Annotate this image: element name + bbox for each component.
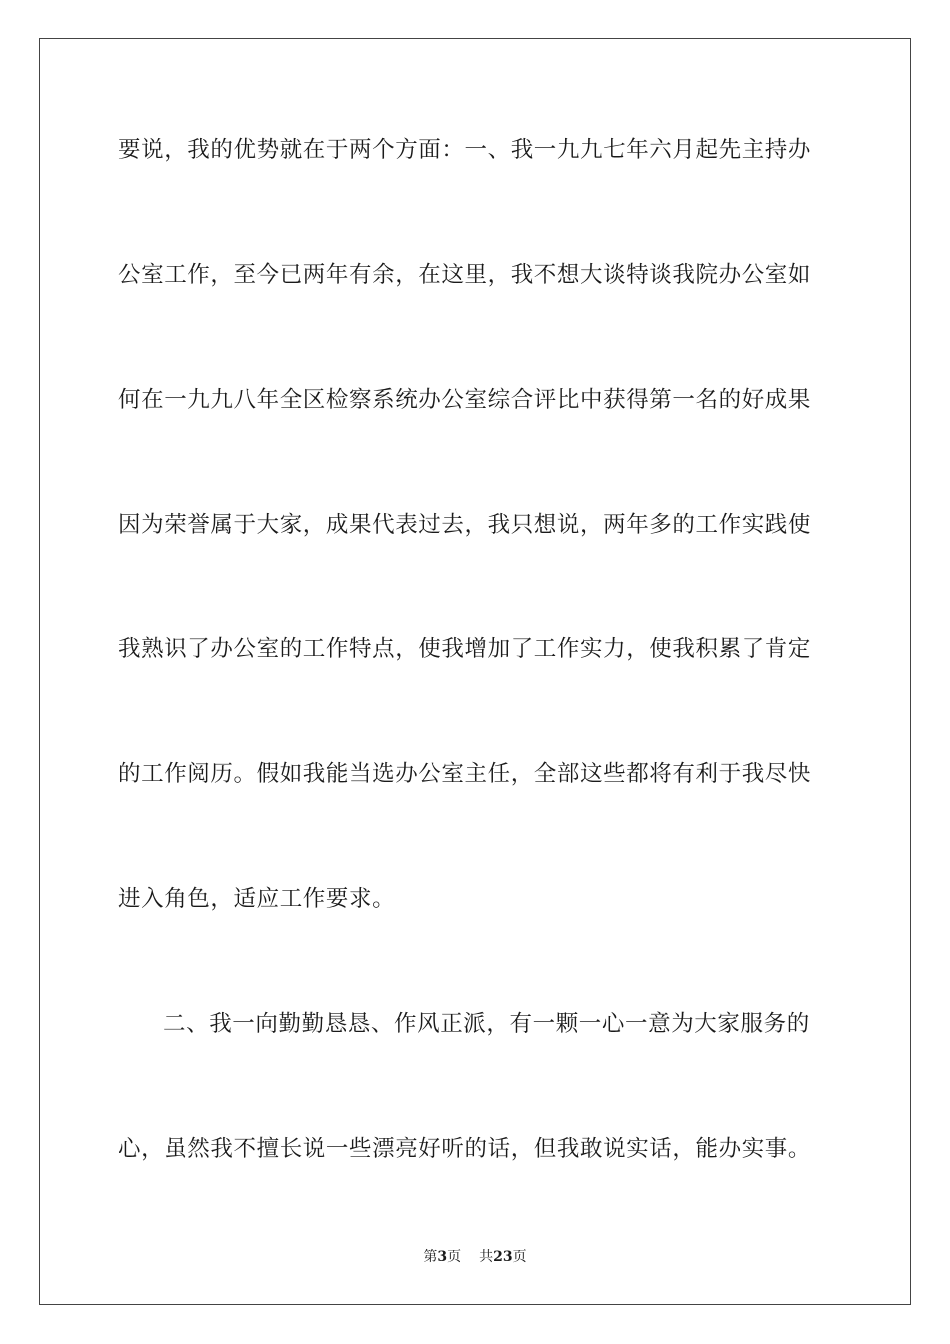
footer-page-prefix: 第 (423, 1249, 438, 1265)
body-line-2: 公室工作，至今已两年有余，在这里，我不想大谈特谈我院办公室如 (118, 262, 812, 288)
footer-total-pages: 23 (493, 1249, 513, 1265)
body-line-3: 何在一九九八年全区检察系统办公室综合评比中获得第一名的好成果 (118, 387, 812, 413)
body-line-4: 因为荣誉属于大家，成果代表过去，我只想说，两年多的工作实践使 (118, 512, 812, 538)
footer-page-suffix: 页 (447, 1249, 462, 1265)
footer-total-prefix: 共 (479, 1249, 494, 1265)
footer-total-suffix: 页 (512, 1249, 527, 1265)
body-line-9: 心，虽然我不擅长说一些漂亮好听的话，但我敢说实话，能办实事。 (118, 1136, 812, 1162)
body-line-5: 我熟识了办公室的工作特点，使我增加了工作实力，使我积累了肯定 (118, 636, 812, 662)
footer-page-number: 3 (437, 1249, 448, 1265)
body-line-7: 进入角色，适应工作要求。 (118, 886, 396, 912)
body-line-1: 要说，我的优势就在于两个方面：一、我一九九七年六月起先主持办 (118, 137, 812, 163)
body-line-6: 的工作阅历。假如我能当选办公室主任，全部这些都将有利于我尽快 (118, 761, 812, 787)
page-border (39, 38, 911, 1305)
body-line-8: 二、我一向勤勤恳恳、作风正派，有一颗一心一意为大家服务的 (163, 1011, 810, 1037)
page-footer (0, 1248, 950, 1266)
